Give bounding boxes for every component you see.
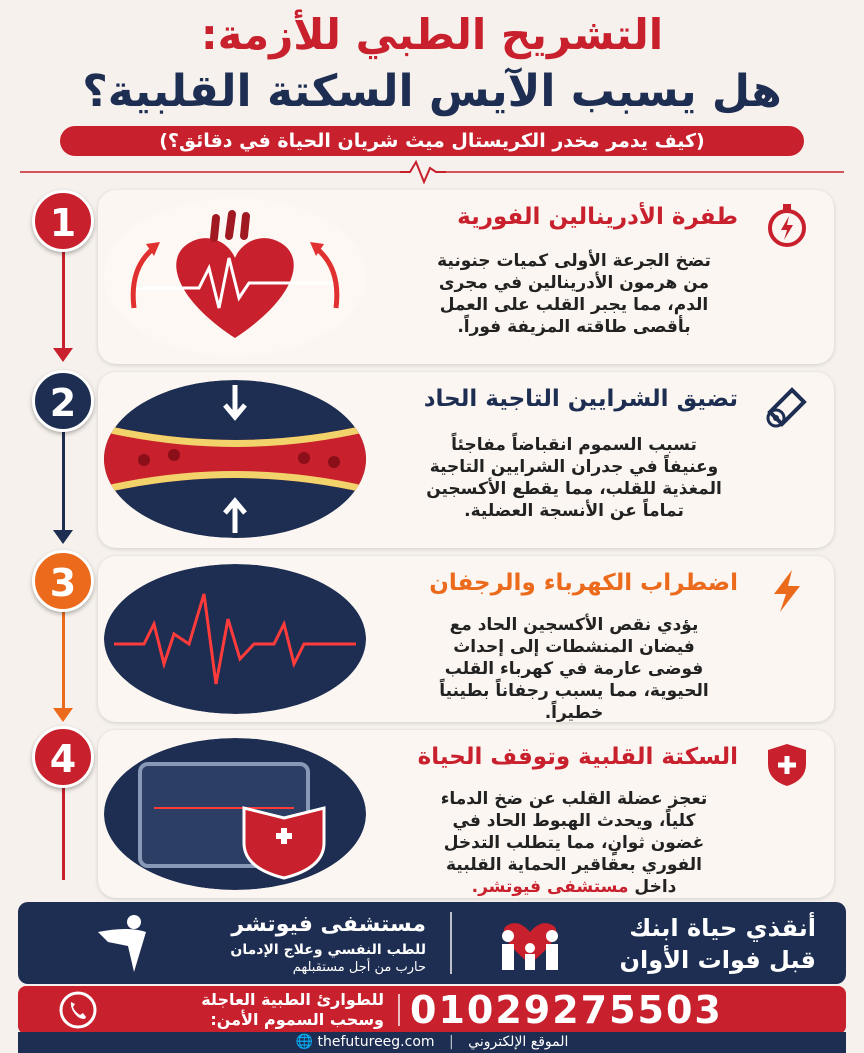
- flatline-monitor-illustration-icon: [104, 738, 366, 890]
- artery-illustration-icon: [104, 380, 366, 538]
- footer-red-divider: [398, 994, 400, 1026]
- ecg-divider-icon: [0, 160, 864, 184]
- step-text-1: تضخ الجرعة الأولى كميات جنونية من هرمون الأدرينالين في مجرى الدم، مما يجبر القلب على العمل بأقصى طاقته المزيفة فوراً.: [437, 251, 711, 337]
- step-text-2: تسبب السموم انقباضاً مفاجئاً وعنيفاً في جدران الشرايين التاجية المغذية للقلب، مما يقطع الأكسجين تماماً عن الأنسجة العضلية.: [426, 435, 722, 521]
- step-title-2: تضيق الشرايين التاجية الحاد: [423, 386, 738, 412]
- step-number-4: 4: [32, 726, 94, 788]
- phone-number[interactable]: 01029275503: [410, 988, 723, 1032]
- hospital-subtitle-2: حارب من أجل مستقبلهم: [292, 960, 426, 975]
- shield-cross-icon: [762, 740, 812, 790]
- timeline-segment-3: [62, 610, 65, 710]
- emergency-line-2: وسحب السموم الأمن:: [210, 1010, 384, 1029]
- hospital-name: مستشفى فيوتشر: [231, 912, 426, 937]
- title-line-2: هل يسبب الآيس السكتة القلبية؟: [82, 66, 782, 117]
- globe-icon: 🌐: [295, 1034, 314, 1050]
- step-text-3: يؤدي نقص الأكسجين الحاد مع فيضان المنشطات إلى إحداث فوضى عارمة في كهرباء القلب الحيوية، مما يسبب رجفاناً بطينياً خطيراً.: [439, 615, 709, 723]
- phone-icon[interactable]: [58, 990, 98, 1030]
- step-card-2: [98, 372, 834, 548]
- stopwatch-lightning-icon: [762, 200, 812, 250]
- hospital-subtitle-1: للطب النفسي وعلاج الإدمان: [230, 942, 426, 958]
- timeline-segment-1: [62, 244, 65, 348]
- timeline-arrow-3: [53, 708, 73, 722]
- artery-vessel-icon: [762, 382, 812, 432]
- step-text-4: [424, 788, 724, 898]
- save-child-line-2: قبل فوات الأوان: [619, 946, 816, 974]
- title-line-1: التشريح الطبي للأزمة:: [200, 10, 664, 59]
- header: [0, 0, 864, 190]
- timeline-segment-4: [62, 780, 65, 880]
- save-child-line-1: أنقذي حياة ابنك: [629, 914, 816, 942]
- step-title-1: طفرة الأدرينالين الفورية: [457, 204, 738, 230]
- subtitle-banner: (كيف يدمر مخدر الكريستال ميث شريان الحياة في دقائق؟): [60, 126, 804, 156]
- timeline-arrow-2: [53, 530, 73, 544]
- step-text-4-body: تعجز عضلة القلب عن ضخ الدماء كلياً، ويحدث الهبوط الحاد في غضون ثوانٍ، مما يتطلب التدخل الفوري بعقاقير الحماية القلبية داخل: [440, 789, 708, 897]
- footer-promo-panel: [18, 902, 846, 984]
- step-title-3: اضطراب الكهرباء والرجفان: [429, 570, 738, 596]
- emergency-line-1: للطوارئ الطبية العاجلة: [201, 990, 384, 1009]
- hospital-logo-icon: [88, 912, 158, 974]
- footer-emergency-panel: [18, 986, 846, 1034]
- ecg-monitor-illustration-icon: [104, 564, 366, 714]
- website-url[interactable]: thefutureeg.com: [317, 1034, 435, 1050]
- step-card-1: [98, 190, 834, 364]
- footer-divider: [450, 912, 452, 974]
- step-card-4: [98, 730, 834, 898]
- website-separator: |: [449, 1034, 454, 1050]
- footer-website-bar: [18, 1032, 846, 1053]
- family-icon: [480, 914, 580, 974]
- step-title-4: السكتة القلبية وتوقف الحياة: [417, 744, 738, 770]
- step-number-2: 2: [32, 370, 94, 432]
- timeline-segment-2: [62, 430, 65, 530]
- heart-illustration-icon: [104, 198, 366, 356]
- timeline-arrow-1: [53, 348, 73, 362]
- hospital-name-accent: مستشفى فيوتشر.: [471, 877, 629, 897]
- website-label: الموقع الإلكتروني: [468, 1034, 569, 1050]
- step-card-3: [98, 556, 834, 722]
- lightning-bolt-icon: [762, 566, 812, 616]
- step-number-3: 3: [32, 550, 94, 612]
- step-number-1: 1: [32, 190, 94, 252]
